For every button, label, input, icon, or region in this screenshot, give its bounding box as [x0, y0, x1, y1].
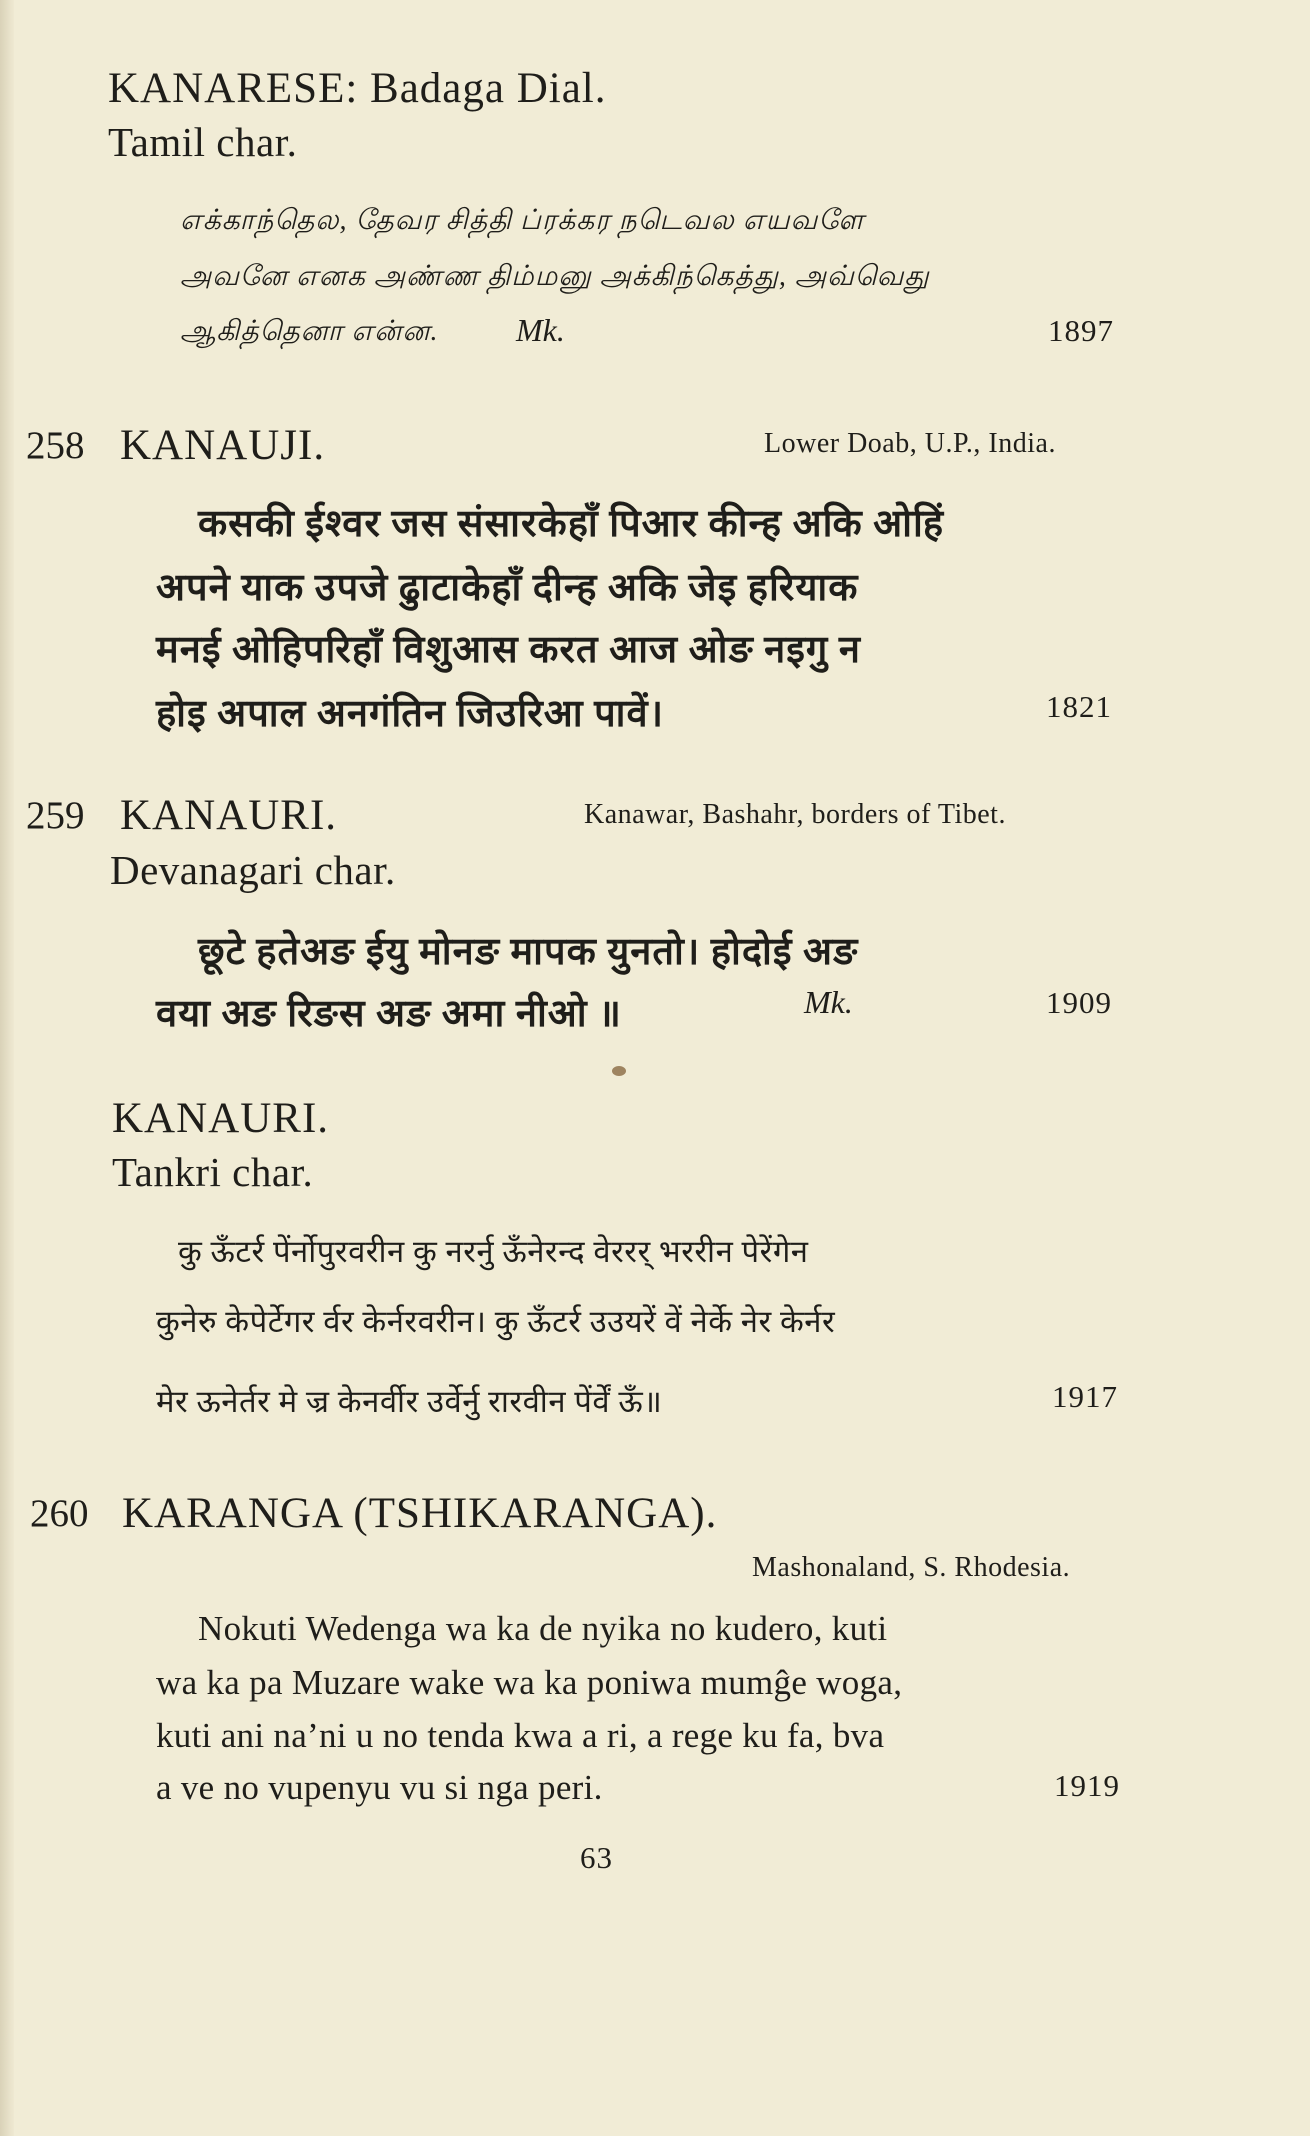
entry-260-line-1: Nokuti Wedenga wa ka de nyika no kudero, kuti	[198, 1609, 888, 1648]
entry-260-title: KARANGA (TSHIKARANGA).	[122, 1490, 718, 1537]
entry-kanarese-title: KANARESE: Badaga Dial.	[108, 65, 607, 112]
entry-260-region: Mashonaland, S. Rhodesia.	[752, 1552, 1071, 1583]
entry-259-number: 259	[26, 794, 85, 837]
entry-kanarese-line-2: அவனே எனக அண்ண திம்மனு அக்கிந்கெத்து, அவ்வெது	[180, 261, 930, 292]
entry-kanauri-tankri-script: Tankri char.	[112, 1149, 314, 1195]
entry-kanarese-attribution: Mk.	[516, 312, 565, 348]
ink-blot	[612, 1066, 626, 1076]
page-number: 63	[580, 1840, 613, 1875]
entry-258-line-4: होइ अपाल अनगंतिन जिउरिआ पावें।	[156, 693, 665, 735]
entry-kanarese-year: 1897	[1048, 313, 1114, 348]
entry-260-year: 1919	[1054, 1768, 1120, 1803]
entry-258-region: Lower Doab, U.P., India.	[764, 428, 1056, 459]
entry-kanarese-line-3: ஆகித்தெனா என்ன.	[180, 316, 439, 347]
entry-259-script: Devanagari char.	[110, 847, 396, 893]
entry-kanarese-script: Tamil char.	[108, 119, 298, 165]
entry-kanauri-tankri-line-2: कुनेरु केपेर्टेगर र्वर केर्नरवरीन। कु ऊँटर्र उउयरें वें नेर्के नेर केर्नर	[156, 1304, 836, 1339]
page-binding-edge	[0, 0, 14, 2136]
entry-258-title: KANAUJI.	[120, 422, 326, 469]
entry-259-attribution: Mk.	[804, 984, 853, 1020]
entry-258-line-1: कसकी ईश्वर जस संसारकेहाँ पिआर कीन्ह अकि ओहिं	[198, 503, 945, 545]
entry-259-region: Kanawar, Bashahr, borders of Tibet.	[584, 799, 1006, 830]
entry-258-year: 1821	[1046, 689, 1112, 724]
entry-260-line-3: kuti ani na’ni u no tenda kwa a ri, a rege ku fa, bva	[156, 1716, 885, 1755]
entry-259-year: 1909	[1046, 985, 1112, 1020]
entry-258-line-2: अपने याक उपजे ढुाटाकेहाँ दीन्ह अकि जेइ हरियाक	[156, 567, 859, 609]
entry-kanauri-tankri-line-3: मेर ऊनेर्तर मे ज्र केनर्वीर उर्वेर्नु रारवीन पेंर्वें ऊँ॥	[156, 1384, 663, 1419]
entry-260-number: 260	[30, 1492, 89, 1535]
entry-kanauri-tankri-title: KANAURI.	[112, 1095, 330, 1142]
entry-260-line-2: wa ka pa Muzare wake wa ka poniwa mumĝe woga,	[156, 1663, 903, 1702]
entry-258-number: 258	[26, 424, 85, 467]
entry-kanauri-tankri-line-1: कु ऊँटर्र पेंर्नोपुरवरीन कु नरर्नु ऊँनेरन्द वेररर् भररीन पेरेंगेन	[178, 1234, 809, 1269]
entry-259-line-1: छूटे हतेअङ ईयु मोनङ मापक युनतो। होदोई अङ	[198, 931, 859, 973]
entry-260-line-4: a ve no vupenyu vu si nga peri.	[156, 1768, 603, 1807]
entry-259-title: KANAURI.	[120, 792, 338, 839]
entry-259-line-2: वया अङ रिङस अङ अमा नीओ ॥	[156, 993, 622, 1035]
entry-kanauri-tankri-year: 1917	[1052, 1379, 1118, 1414]
entry-258-line-3: मनई ओहिपरिहाँ विशुआस करत आज ओङ नइगु न	[156, 629, 861, 671]
entry-kanarese-line-1: எக்காந்தெல, தேவர சித்தி ப்ரக்கர நடெவல எயவளே	[180, 205, 865, 236]
